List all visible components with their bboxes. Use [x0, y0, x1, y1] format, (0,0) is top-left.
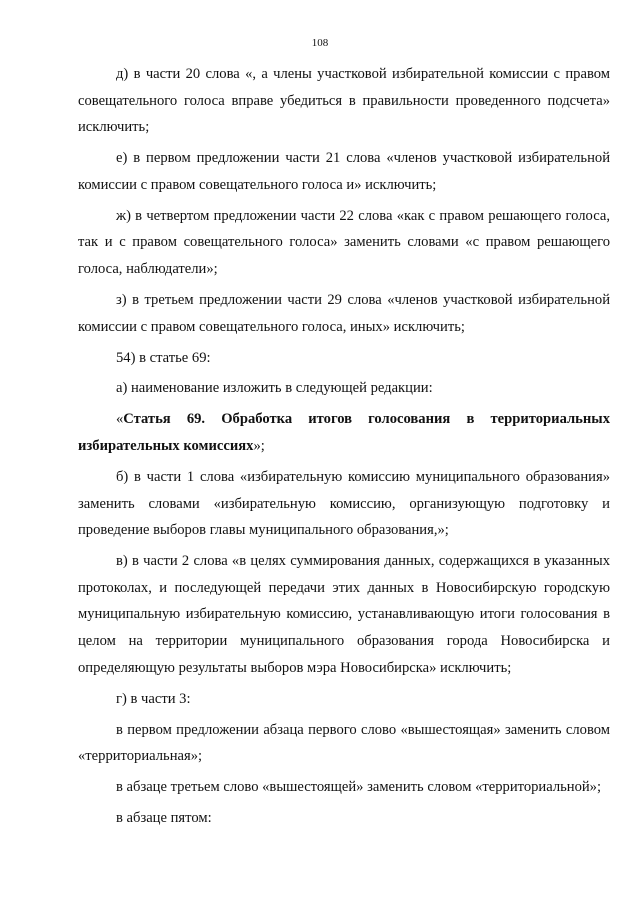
- document-body: [78, 61, 610, 836]
- paragraph-b: б) в части 1 слова «избирательную комиссию муниципального образования» заменить словами «избирательную комиссию, организующую подготовку и проведение выборов главы муниципального образования,»;: [78, 469, 610, 539]
- article-title-paragraph: [78, 406, 610, 459]
- paragraph-abzac-1: в первом предложении абзаца первого слово «вышестоящая» заменить словом «территориальная»;: [78, 721, 610, 765]
- paragraph-e: е) в первом предложении части 21 слова «членов участковой избирательной комиссии с правом совещательного голоса и» исключить;: [78, 150, 610, 193]
- paragraph-z: з) в третьем предложении части 29 слова «членов участковой избирательной комиссии с правом совещательного голоса, иных» исключить;: [78, 291, 610, 335]
- paragraph-abzac-3: в абзаце третьем слово «вышестоящей» заменить словом «территориальной»;: [116, 779, 602, 796]
- paragraph-v: в) в части 2 слова «в целях суммирования данных, содержащихся в указанных протоколах, и последующей передачи этих данных в Новосибирскую городскую муниципальную избирательную комиссию, устанавливающую итоги голосования в целом на территории муниципального образования города Новосибирска и определяющую результаты выборов мэра Новосибирска» исключить;: [78, 553, 610, 676]
- quote-open: «: [116, 411, 124, 428]
- paragraph-d: д) в части 20 слова «, а члены участковой избирательной комиссии с правом совещательного голоса вправе убедиться в правильности проведенного подсчета» исключить;: [78, 66, 610, 136]
- page-number: 108: [311, 37, 329, 49]
- paragraph-g: г) в части 3:: [116, 690, 191, 707]
- paragraph-a: а) наименование изложить в следующей редакции:: [116, 380, 433, 397]
- quote-close: »;: [253, 438, 265, 455]
- article-title: Статья 69. Обработка итогов голосования в территориальных избирательных комиссиях: [78, 411, 610, 455]
- paragraph-abzac-5: в абзаце пятом:: [116, 810, 212, 827]
- paragraph-zh: ж) в четвертом предложении части 22 слова «как с правом решающего голоса, так и с правом совещательного голоса» заменить словами «с правом решающего голоса, наблюдатели»;: [78, 207, 610, 277]
- paragraph-54: 54) в статье 69:: [116, 349, 211, 366]
